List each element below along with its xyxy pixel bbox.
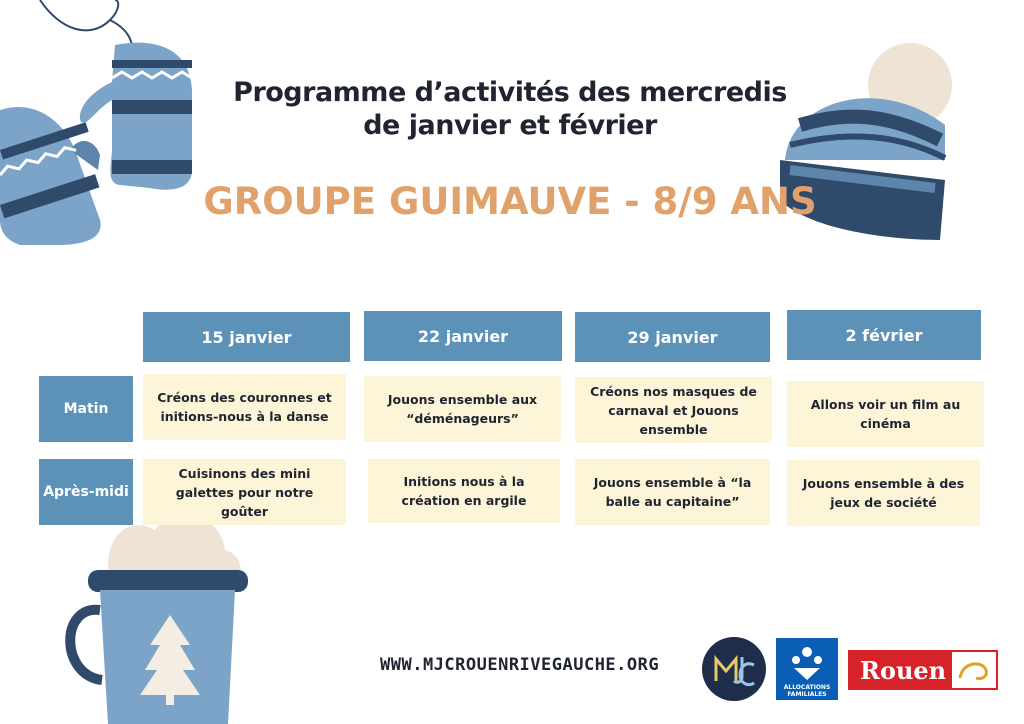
rouen-logo-emblem [952,652,996,688]
title-line-1: Programme d’activités des mercredis [233,77,787,108]
column-header-1: 15 janvier [143,312,350,362]
mug-illustration [60,495,260,724]
row-label-apres-midi: Après-midi [39,459,133,525]
hat-illustration [770,30,970,260]
caf-logo-text: ALLOCATIONS FAMILIALES [783,684,831,698]
cell-apres-midi-29-janvier: Jouons ensemble à “la balle au capitaine” [575,459,770,525]
cell-matin-22-janvier: Jouons ensemble aux “déménageurs” [364,376,561,442]
caf-logo [776,638,838,700]
rouen-logo [848,650,998,690]
cell-apres-midi-15-janvier: Cuisinons des mini galettes pour notre goûter [143,459,346,525]
column-header-2: 22 janvier [364,311,562,361]
cell-matin-29-janvier: Créons nos masques de carnaval et Jouons ensemble [575,377,772,443]
rouen-logo-text: Rouen [860,655,947,685]
cell-apres-midi-2-fevrier: Jouons ensemble à des jeux de société [787,460,980,526]
title-line-2: de janvier et février [363,110,657,141]
column-header-4: 2 février [787,310,981,360]
mittens-illustration [0,0,200,250]
cell-apres-midi-22-janvier: Initions nous à la création en argile [368,459,560,523]
column-header-3: 29 janvier [575,312,770,362]
group-subtitle: GROUPE GUIMAUVE - 8/9 ANS [203,180,817,223]
row-label-matin: Matin [39,376,133,442]
mjc-logo-mark [702,637,766,701]
page-title [200,76,820,142]
cell-matin-2-fevrier: Allons voir un film au cinéma [787,381,984,447]
cell-matin-15-janvier: Créons des couronnes et initions-nous à la danse [143,374,346,440]
website-link[interactable]: WWW.MJCROUENRIVEGAUCHE.ORG [380,655,660,675]
mjc-logo [702,637,766,701]
